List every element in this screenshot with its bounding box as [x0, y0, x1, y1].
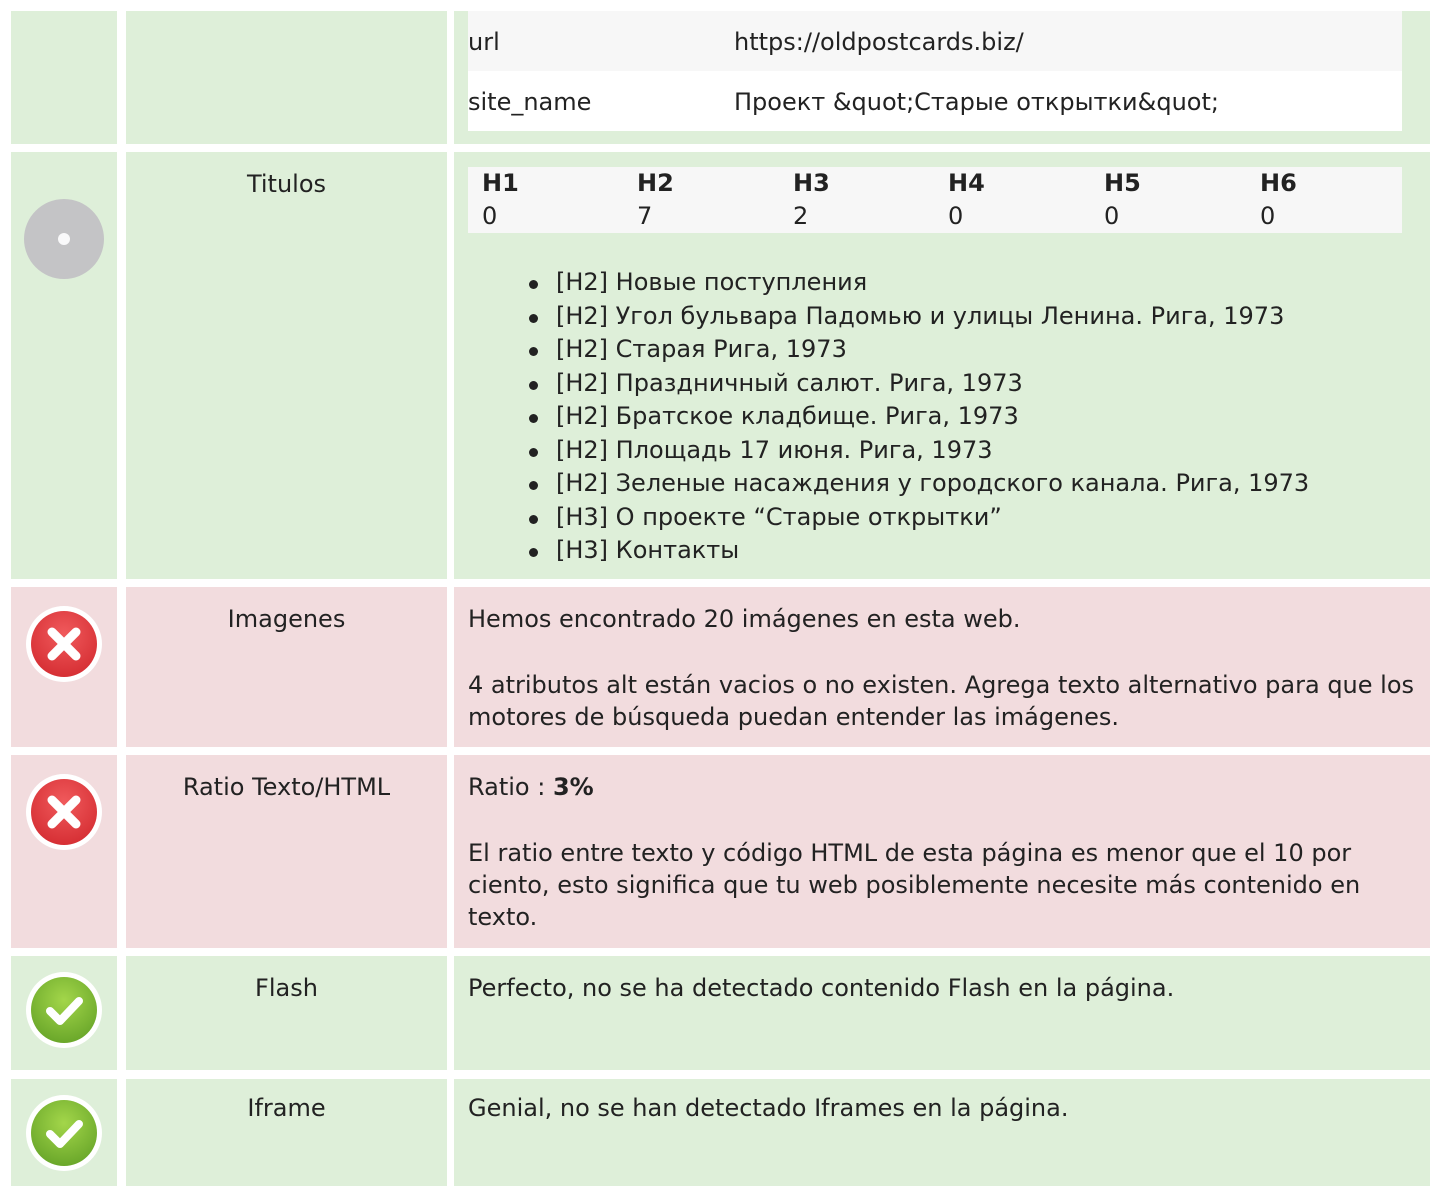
- meta-key: url: [468, 28, 500, 56]
- heading-tag: H1: [482, 169, 519, 197]
- iframe-icon-cell: [11, 1079, 117, 1186]
- ratio-row: [11, 755, 1430, 948]
- imagenes-label-cell: [126, 587, 447, 747]
- list-item: [H2] Новые поступления: [556, 266, 1309, 300]
- iframe-result: Genial, no se han detectado Iframes en la página.: [468, 1094, 1069, 1122]
- list-item: [H2] Братское кладбище. Рига, 1973: [556, 400, 1309, 434]
- meta-label-cell: [126, 11, 447, 144]
- heading-tag: H5: [1104, 169, 1141, 197]
- heading-count: 7: [637, 202, 653, 230]
- heading-count-h6: [1260, 167, 1415, 233]
- meta-table-row: [468, 11, 1402, 71]
- heading-tag: H6: [1260, 169, 1297, 197]
- heading-count-h5: [1104, 167, 1259, 233]
- list-item: [H2] Старая Рига, 1973: [556, 333, 1309, 367]
- ratio-explanation: El ratio entre texto y código HTML de esta página es menor que el 10 por ciento, esto significa que tu web posiblemente necesite más contenido en texto.: [468, 839, 1361, 931]
- imagenes-content-cell: [454, 587, 1430, 747]
- heading-count-h3: [793, 167, 948, 233]
- iframe-label: Iframe: [247, 1094, 326, 1122]
- heading-count-h1: [482, 167, 637, 233]
- meta-value: Проект &quot;Старые открытки&quot;: [734, 88, 1219, 116]
- error-x-icon: [24, 604, 104, 684]
- ratio-value-line: [468, 771, 1416, 803]
- headings-list: [468, 266, 1309, 568]
- imagenes-label: Imagenes: [227, 605, 346, 633]
- list-item: [H2] Площадь 17 июня. Рига, 1973: [556, 434, 1309, 468]
- heading-tag: H2: [637, 169, 674, 197]
- iframe-row: [11, 1079, 1430, 1186]
- flash-label-cell: [126, 956, 447, 1070]
- heading-count: 0: [1104, 202, 1120, 230]
- ratio-content-cell: [454, 755, 1430, 948]
- titulos-content-cell: [454, 152, 1430, 579]
- ratio-prefix: Ratio :: [468, 773, 553, 801]
- ratio-label: Ratio Texto/HTML: [182, 773, 391, 801]
- ratio-value: 3%: [552, 773, 594, 801]
- heading-tag: H4: [948, 169, 985, 197]
- meta-table: [468, 11, 1402, 131]
- heading-count: 0: [1260, 202, 1276, 230]
- heading-tag: H3: [793, 169, 830, 197]
- error-x-icon: [24, 772, 104, 852]
- flash-content-cell: [454, 956, 1430, 1070]
- iframe-content-cell: [454, 1079, 1430, 1186]
- success-check-icon: [24, 970, 104, 1050]
- flash-label: Flash: [255, 974, 318, 1002]
- imagenes-alt-warning: 4 atributos alt están vacios o no existen. Agrega texto alternativo para que los motores de búsqueda puedan entender las imágenes.: [468, 671, 1415, 731]
- titulos-label: Titulos: [246, 170, 327, 198]
- flash-result: Perfecto, no se ha detectado contenido Flash en la página.: [468, 974, 1175, 1002]
- meta-table-row: [468, 71, 1402, 131]
- meta-content-cell: [454, 11, 1430, 144]
- list-item: [H3] Контакты: [556, 534, 1309, 568]
- meta-icon-cell: [11, 11, 117, 144]
- titulos-label-cell: [126, 152, 447, 579]
- ratio-icon-cell: [11, 755, 117, 948]
- meta-key: site_name: [468, 88, 592, 116]
- list-item: [H2] Зеленые насаждения у городского канала. Рига, 1973: [556, 467, 1309, 501]
- meta-row: [11, 11, 1430, 144]
- heading-count-h2: [637, 167, 792, 233]
- neutral-circle-icon: [24, 199, 104, 279]
- success-check-icon: [24, 1093, 104, 1173]
- heading-count: 0: [482, 202, 498, 230]
- titulos-icon-cell: [11, 152, 117, 579]
- meta-value: https://oldpostcards.biz/: [734, 28, 1024, 56]
- imagenes-summary: Hemos encontrado 20 imágenes en esta web.: [468, 605, 1021, 633]
- list-item: [H3] О проекте “Старые открытки”: [556, 501, 1309, 535]
- headings-count-table: [468, 167, 1402, 233]
- imagenes-icon-cell: [11, 587, 117, 747]
- flash-icon-cell: [11, 956, 117, 1070]
- titulos-row: [11, 152, 1430, 579]
- ratio-label-cell: [126, 755, 447, 948]
- list-item: [H2] Угол бульвара Падомью и улицы Ленина. Рига, 1973: [556, 300, 1309, 334]
- list-item: [H2] Праздничный салют. Рига, 1973: [556, 367, 1309, 401]
- heading-count-h4: [948, 167, 1103, 233]
- iframe-label-cell: [126, 1079, 447, 1186]
- imagenes-row: [11, 587, 1430, 747]
- heading-count: 0: [948, 202, 964, 230]
- flash-row: [11, 956, 1430, 1070]
- heading-count: 2: [793, 202, 809, 230]
